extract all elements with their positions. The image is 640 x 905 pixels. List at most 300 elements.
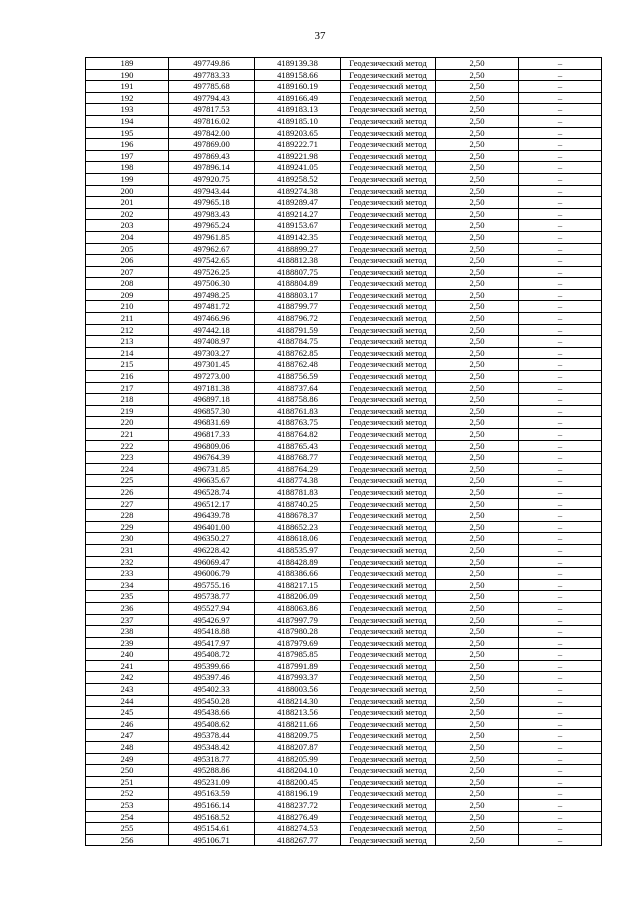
point-number-cell: 198: [86, 162, 169, 174]
x-coordinate-cell: 495417.97: [169, 637, 255, 649]
point-number-cell: 194: [86, 115, 169, 127]
y-coordinate-cell: 4188237.72: [255, 800, 341, 812]
description-cell: –: [519, 614, 602, 626]
description-cell: –: [519, 533, 602, 545]
x-coordinate-cell: 495399.66: [169, 660, 255, 672]
accuracy-cell: 2,50: [436, 278, 519, 290]
x-coordinate-cell: 497481.72: [169, 301, 255, 313]
y-coordinate-cell: 4188206.09: [255, 591, 341, 603]
method-cell: Геодезический метод: [341, 173, 436, 185]
table-row: [86, 231, 602, 243]
accuracy-cell: 2,50: [436, 579, 519, 591]
method-cell: Геодезический метод: [341, 139, 436, 151]
point-number-cell: 222: [86, 440, 169, 452]
description-cell: –: [519, 104, 602, 116]
y-coordinate-cell: 4188764.82: [255, 429, 341, 441]
y-coordinate-cell: 4188274.53: [255, 823, 341, 835]
y-coordinate-cell: 4188762.48: [255, 359, 341, 371]
point-number-cell: 244: [86, 695, 169, 707]
description-cell: –: [519, 730, 602, 742]
accuracy-cell: 2,50: [436, 417, 519, 429]
table-row: [86, 684, 602, 696]
table-row: [86, 637, 602, 649]
method-cell: Геодезический метод: [341, 533, 436, 545]
accuracy-cell: 2,50: [436, 753, 519, 765]
x-coordinate-cell: 496857.30: [169, 405, 255, 417]
method-cell: Геодезический метод: [341, 637, 436, 649]
method-cell: Геодезический метод: [341, 626, 436, 638]
accuracy-cell: 2,50: [436, 197, 519, 209]
accuracy-cell: 2,50: [436, 185, 519, 197]
y-coordinate-cell: 4188207.87: [255, 742, 341, 754]
point-number-cell: 210: [86, 301, 169, 313]
method-cell: Геодезический метод: [341, 718, 436, 730]
method-cell: Геодезический метод: [341, 313, 436, 325]
table-row: [86, 208, 602, 220]
description-cell: –: [519, 626, 602, 638]
accuracy-cell: 2,50: [436, 660, 519, 672]
description-cell: –: [519, 776, 602, 788]
table-row: [86, 324, 602, 336]
point-number-cell: 245: [86, 707, 169, 719]
x-coordinate-cell: 496764.39: [169, 452, 255, 464]
method-cell: Геодезический метод: [341, 266, 436, 278]
method-cell: Геодезический метод: [341, 695, 436, 707]
method-cell: Геодезический метод: [341, 811, 436, 823]
accuracy-cell: 2,50: [436, 823, 519, 835]
method-cell: Геодезический метод: [341, 197, 436, 209]
description-cell: –: [519, 173, 602, 185]
point-number-cell: 251: [86, 776, 169, 788]
table-row: [86, 660, 602, 672]
method-cell: Геодезический метод: [341, 475, 436, 487]
method-cell: Геодезический метод: [341, 463, 436, 475]
table-row: [86, 823, 602, 835]
point-number-cell: 256: [86, 834, 169, 846]
point-number-cell: 241: [86, 660, 169, 672]
x-coordinate-cell: 496069.47: [169, 556, 255, 568]
y-coordinate-cell: 4187993.37: [255, 672, 341, 684]
y-coordinate-cell: 4188535.97: [255, 544, 341, 556]
accuracy-cell: 2,50: [436, 452, 519, 464]
y-coordinate-cell: 4188003.56: [255, 684, 341, 696]
description-cell: –: [519, 394, 602, 406]
x-coordinate-cell: 497896.14: [169, 162, 255, 174]
method-cell: Геодезический метод: [341, 405, 436, 417]
table-row: [86, 359, 602, 371]
table-row: [86, 255, 602, 267]
table-row: [86, 718, 602, 730]
x-coordinate-cell: 497273.00: [169, 371, 255, 383]
method-cell: Геодезический метод: [341, 486, 436, 498]
y-coordinate-cell: 4188209.75: [255, 730, 341, 742]
y-coordinate-cell: 4188204.10: [255, 765, 341, 777]
accuracy-cell: 2,50: [436, 220, 519, 232]
method-cell: Геодезический метод: [341, 347, 436, 359]
method-cell: Геодезический метод: [341, 614, 436, 626]
point-number-cell: 219: [86, 405, 169, 417]
method-cell: Геодезический метод: [341, 753, 436, 765]
y-coordinate-cell: 4188796.72: [255, 313, 341, 325]
y-coordinate-cell: 4189214.27: [255, 208, 341, 220]
table-row: [86, 811, 602, 823]
x-coordinate-cell: 495438.66: [169, 707, 255, 719]
method-cell: Геодезический метод: [341, 579, 436, 591]
description-cell: –: [519, 788, 602, 800]
accuracy-cell: 2,50: [436, 776, 519, 788]
description-cell: –: [519, 382, 602, 394]
x-coordinate-cell: 495755.16: [169, 579, 255, 591]
table-row: [86, 440, 602, 452]
point-number-cell: 204: [86, 231, 169, 243]
x-coordinate-cell: 497965.24: [169, 220, 255, 232]
table-row: [86, 475, 602, 487]
accuracy-cell: 2,50: [436, 394, 519, 406]
page-number: 37: [314, 30, 326, 42]
x-coordinate-cell: 497466.96: [169, 313, 255, 325]
point-number-cell: 212: [86, 324, 169, 336]
point-number-cell: 217: [86, 382, 169, 394]
y-coordinate-cell: 4188756.59: [255, 371, 341, 383]
x-coordinate-cell: 495288.86: [169, 765, 255, 777]
x-coordinate-cell: 497920.75: [169, 173, 255, 185]
description-cell: –: [519, 336, 602, 348]
method-cell: Геодезический метод: [341, 568, 436, 580]
x-coordinate-cell: 497181.38: [169, 382, 255, 394]
y-coordinate-cell: 4189221.98: [255, 150, 341, 162]
table-row: [86, 672, 602, 684]
table-row: [86, 544, 602, 556]
table-row: [86, 707, 602, 719]
y-coordinate-cell: 4188217.15: [255, 579, 341, 591]
y-coordinate-cell: 4189289.47: [255, 197, 341, 209]
x-coordinate-cell: 495378.44: [169, 730, 255, 742]
x-coordinate-cell: 497303.27: [169, 347, 255, 359]
method-cell: Геодезический метод: [341, 834, 436, 846]
x-coordinate-cell: 495527.94: [169, 602, 255, 614]
description-cell: –: [519, 742, 602, 754]
accuracy-cell: 2,50: [436, 695, 519, 707]
method-cell: Геодезический метод: [341, 92, 436, 104]
y-coordinate-cell: 4188737.64: [255, 382, 341, 394]
accuracy-cell: 2,50: [436, 730, 519, 742]
accuracy-cell: 2,50: [436, 440, 519, 452]
y-coordinate-cell: 4187979.69: [255, 637, 341, 649]
accuracy-cell: 2,50: [436, 649, 519, 661]
x-coordinate-cell: 495397.46: [169, 672, 255, 684]
table-row: [86, 289, 602, 301]
method-cell: Геодезический метод: [341, 417, 436, 429]
description-cell: –: [519, 185, 602, 197]
x-coordinate-cell: 496512.17: [169, 498, 255, 510]
accuracy-cell: 2,50: [436, 533, 519, 545]
x-coordinate-cell: 497962.67: [169, 243, 255, 255]
x-coordinate-cell: 497983.43: [169, 208, 255, 220]
point-number-cell: 220: [86, 417, 169, 429]
x-coordinate-cell: 495168.52: [169, 811, 255, 823]
point-number-cell: 238: [86, 626, 169, 638]
table-row: [86, 452, 602, 464]
point-number-cell: 235: [86, 591, 169, 603]
x-coordinate-cell: 497869.00: [169, 139, 255, 151]
table-row: [86, 336, 602, 348]
y-coordinate-cell: 4188276.49: [255, 811, 341, 823]
accuracy-cell: 2,50: [436, 359, 519, 371]
table-row: [86, 788, 602, 800]
x-coordinate-cell: 495408.62: [169, 718, 255, 730]
accuracy-cell: 2,50: [436, 800, 519, 812]
y-coordinate-cell: 4188428.89: [255, 556, 341, 568]
x-coordinate-cell: 496635.67: [169, 475, 255, 487]
y-coordinate-cell: 4187985.85: [255, 649, 341, 661]
x-coordinate-cell: 495450.28: [169, 695, 255, 707]
description-cell: –: [519, 243, 602, 255]
method-cell: Геодезический метод: [341, 776, 436, 788]
y-coordinate-cell: 4188781.83: [255, 486, 341, 498]
table-row: [86, 220, 602, 232]
x-coordinate-cell: 496350.27: [169, 533, 255, 545]
table-row: [86, 776, 602, 788]
accuracy-cell: 2,50: [436, 255, 519, 267]
method-cell: Геодезический метод: [341, 231, 436, 243]
description-cell: –: [519, 649, 602, 661]
y-coordinate-cell: 4188774.38: [255, 475, 341, 487]
accuracy-cell: 2,50: [436, 788, 519, 800]
description-cell: –: [519, 452, 602, 464]
table-row: [86, 834, 602, 846]
method-cell: Геодезический метод: [341, 58, 436, 70]
y-coordinate-cell: 4188899.27: [255, 243, 341, 255]
method-cell: Геодезический метод: [341, 394, 436, 406]
accuracy-cell: 2,50: [436, 834, 519, 846]
point-number-cell: 224: [86, 463, 169, 475]
point-number-cell: 209: [86, 289, 169, 301]
description-cell: –: [519, 591, 602, 603]
method-cell: Геодезический метод: [341, 127, 436, 139]
method-cell: Геодезический метод: [341, 185, 436, 197]
table-row: [86, 591, 602, 603]
table-row: [86, 115, 602, 127]
y-coordinate-cell: 4188799.77: [255, 301, 341, 313]
description-cell: –: [519, 81, 602, 93]
accuracy-cell: 2,50: [436, 69, 519, 81]
method-cell: Геодезический метод: [341, 660, 436, 672]
y-coordinate-cell: 4188063.86: [255, 602, 341, 614]
point-number-cell: 203: [86, 220, 169, 232]
accuracy-cell: 2,50: [436, 544, 519, 556]
description-cell: –: [519, 405, 602, 417]
table-row: [86, 626, 602, 638]
accuracy-cell: 2,50: [436, 568, 519, 580]
table-row: [86, 614, 602, 626]
x-coordinate-cell: 495738.77: [169, 591, 255, 603]
point-number-cell: 229: [86, 521, 169, 533]
accuracy-cell: 2,50: [436, 104, 519, 116]
method-cell: Геодезический метод: [341, 104, 436, 116]
point-number-cell: 206: [86, 255, 169, 267]
x-coordinate-cell: 497301.45: [169, 359, 255, 371]
description-cell: –: [519, 231, 602, 243]
description-cell: –: [519, 301, 602, 313]
accuracy-cell: 2,50: [436, 289, 519, 301]
y-coordinate-cell: 4188205.99: [255, 753, 341, 765]
method-cell: Геодезический метод: [341, 115, 436, 127]
table-row: [86, 730, 602, 742]
description-cell: –: [519, 266, 602, 278]
y-coordinate-cell: 4188812.38: [255, 255, 341, 267]
point-number-cell: 200: [86, 185, 169, 197]
table-row: [86, 742, 602, 754]
accuracy-cell: 2,50: [436, 231, 519, 243]
x-coordinate-cell: 495166.14: [169, 800, 255, 812]
table-row: [86, 498, 602, 510]
method-cell: Геодезический метод: [341, 521, 436, 533]
table-row: [86, 463, 602, 475]
point-number-cell: 248: [86, 742, 169, 754]
x-coordinate-cell: 495426.97: [169, 614, 255, 626]
description-cell: –: [519, 92, 602, 104]
description-cell: –: [519, 672, 602, 684]
point-number-cell: 246: [86, 718, 169, 730]
accuracy-cell: 2,50: [436, 684, 519, 696]
point-number-cell: 255: [86, 823, 169, 835]
y-coordinate-cell: 4188804.89: [255, 278, 341, 290]
point-number-cell: 193: [86, 104, 169, 116]
method-cell: Геодезический метод: [341, 81, 436, 93]
table-row: [86, 486, 602, 498]
y-coordinate-cell: 4188196.19: [255, 788, 341, 800]
y-coordinate-cell: 4188652.23: [255, 521, 341, 533]
point-number-cell: 225: [86, 475, 169, 487]
description-cell: –: [519, 115, 602, 127]
method-cell: Геодезический метод: [341, 823, 436, 835]
y-coordinate-cell: 4189153.67: [255, 220, 341, 232]
description-cell: –: [519, 800, 602, 812]
method-cell: Геодезический метод: [341, 730, 436, 742]
description-cell: –: [519, 556, 602, 568]
description-cell: –: [519, 289, 602, 301]
description-cell: –: [519, 69, 602, 81]
point-number-cell: 243: [86, 684, 169, 696]
point-number-cell: 221: [86, 429, 169, 441]
point-number-cell: 234: [86, 579, 169, 591]
point-number-cell: 223: [86, 452, 169, 464]
table-row: [86, 765, 602, 777]
point-number-cell: 213: [86, 336, 169, 348]
y-coordinate-cell: 4188768.77: [255, 452, 341, 464]
x-coordinate-cell: 497794.43: [169, 92, 255, 104]
table-row: [86, 185, 602, 197]
accuracy-cell: 2,50: [436, 510, 519, 522]
description-cell: –: [519, 695, 602, 707]
table-row: [86, 568, 602, 580]
table-row: [86, 429, 602, 441]
description-cell: –: [519, 753, 602, 765]
accuracy-cell: 2,50: [436, 336, 519, 348]
point-number-cell: 242: [86, 672, 169, 684]
point-number-cell: 215: [86, 359, 169, 371]
point-number-cell: 192: [86, 92, 169, 104]
table-row: [86, 521, 602, 533]
description-cell: –: [519, 371, 602, 383]
method-cell: Геодезический метод: [341, 707, 436, 719]
y-coordinate-cell: 4188678.37: [255, 510, 341, 522]
table-row: [86, 602, 602, 614]
coordinates-table: [85, 57, 602, 846]
accuracy-cell: 2,50: [436, 614, 519, 626]
description-cell: –: [519, 475, 602, 487]
description-cell: –: [519, 637, 602, 649]
table-row: [86, 800, 602, 812]
accuracy-cell: 2,50: [436, 429, 519, 441]
point-number-cell: 253: [86, 800, 169, 812]
y-coordinate-cell: 4188200.45: [255, 776, 341, 788]
description-cell: –: [519, 718, 602, 730]
table-row: [86, 649, 602, 661]
accuracy-cell: 2,50: [436, 486, 519, 498]
table-row: [86, 92, 602, 104]
method-cell: Геодезический метод: [341, 649, 436, 661]
y-coordinate-cell: 4188807.75: [255, 266, 341, 278]
x-coordinate-cell: 495348.42: [169, 742, 255, 754]
method-cell: Геодезический метод: [341, 672, 436, 684]
description-cell: –: [519, 58, 602, 70]
y-coordinate-cell: 4188758.86: [255, 394, 341, 406]
method-cell: Геодезический метод: [341, 208, 436, 220]
x-coordinate-cell: 496817.33: [169, 429, 255, 441]
y-coordinate-cell: 4188761.83: [255, 405, 341, 417]
y-coordinate-cell: 4189139.38: [255, 58, 341, 70]
y-coordinate-cell: 4189274.38: [255, 185, 341, 197]
point-number-cell: 240: [86, 649, 169, 661]
table-row: [86, 162, 602, 174]
x-coordinate-cell: 495154.61: [169, 823, 255, 835]
description-cell: –: [519, 544, 602, 556]
description-cell: –: [519, 324, 602, 336]
x-coordinate-cell: 497869.43: [169, 150, 255, 162]
table-row: [86, 197, 602, 209]
description-cell: –: [519, 510, 602, 522]
accuracy-cell: 2,50: [436, 556, 519, 568]
accuracy-cell: 2,50: [436, 811, 519, 823]
accuracy-cell: 2,50: [436, 765, 519, 777]
table-row: [86, 382, 602, 394]
accuracy-cell: 2,50: [436, 347, 519, 359]
table-row: [86, 510, 602, 522]
table-row: [86, 69, 602, 81]
table-row: [86, 405, 602, 417]
point-number-cell: 199: [86, 173, 169, 185]
y-coordinate-cell: 4189158.66: [255, 69, 341, 81]
y-coordinate-cell: 4188213.56: [255, 707, 341, 719]
description-cell: –: [519, 579, 602, 591]
x-coordinate-cell: 497783.33: [169, 69, 255, 81]
y-coordinate-cell: 4188386.66: [255, 568, 341, 580]
accuracy-cell: 2,50: [436, 139, 519, 151]
accuracy-cell: 2,50: [436, 521, 519, 533]
point-number-cell: 250: [86, 765, 169, 777]
description-cell: –: [519, 811, 602, 823]
method-cell: Геодезический метод: [341, 684, 436, 696]
accuracy-cell: 2,50: [436, 301, 519, 313]
accuracy-cell: 2,50: [436, 742, 519, 754]
table-body: [86, 58, 602, 846]
point-number-cell: 239: [86, 637, 169, 649]
point-number-cell: 202: [86, 208, 169, 220]
accuracy-cell: 2,50: [436, 92, 519, 104]
x-coordinate-cell: 495318.77: [169, 753, 255, 765]
point-number-cell: 233: [86, 568, 169, 580]
